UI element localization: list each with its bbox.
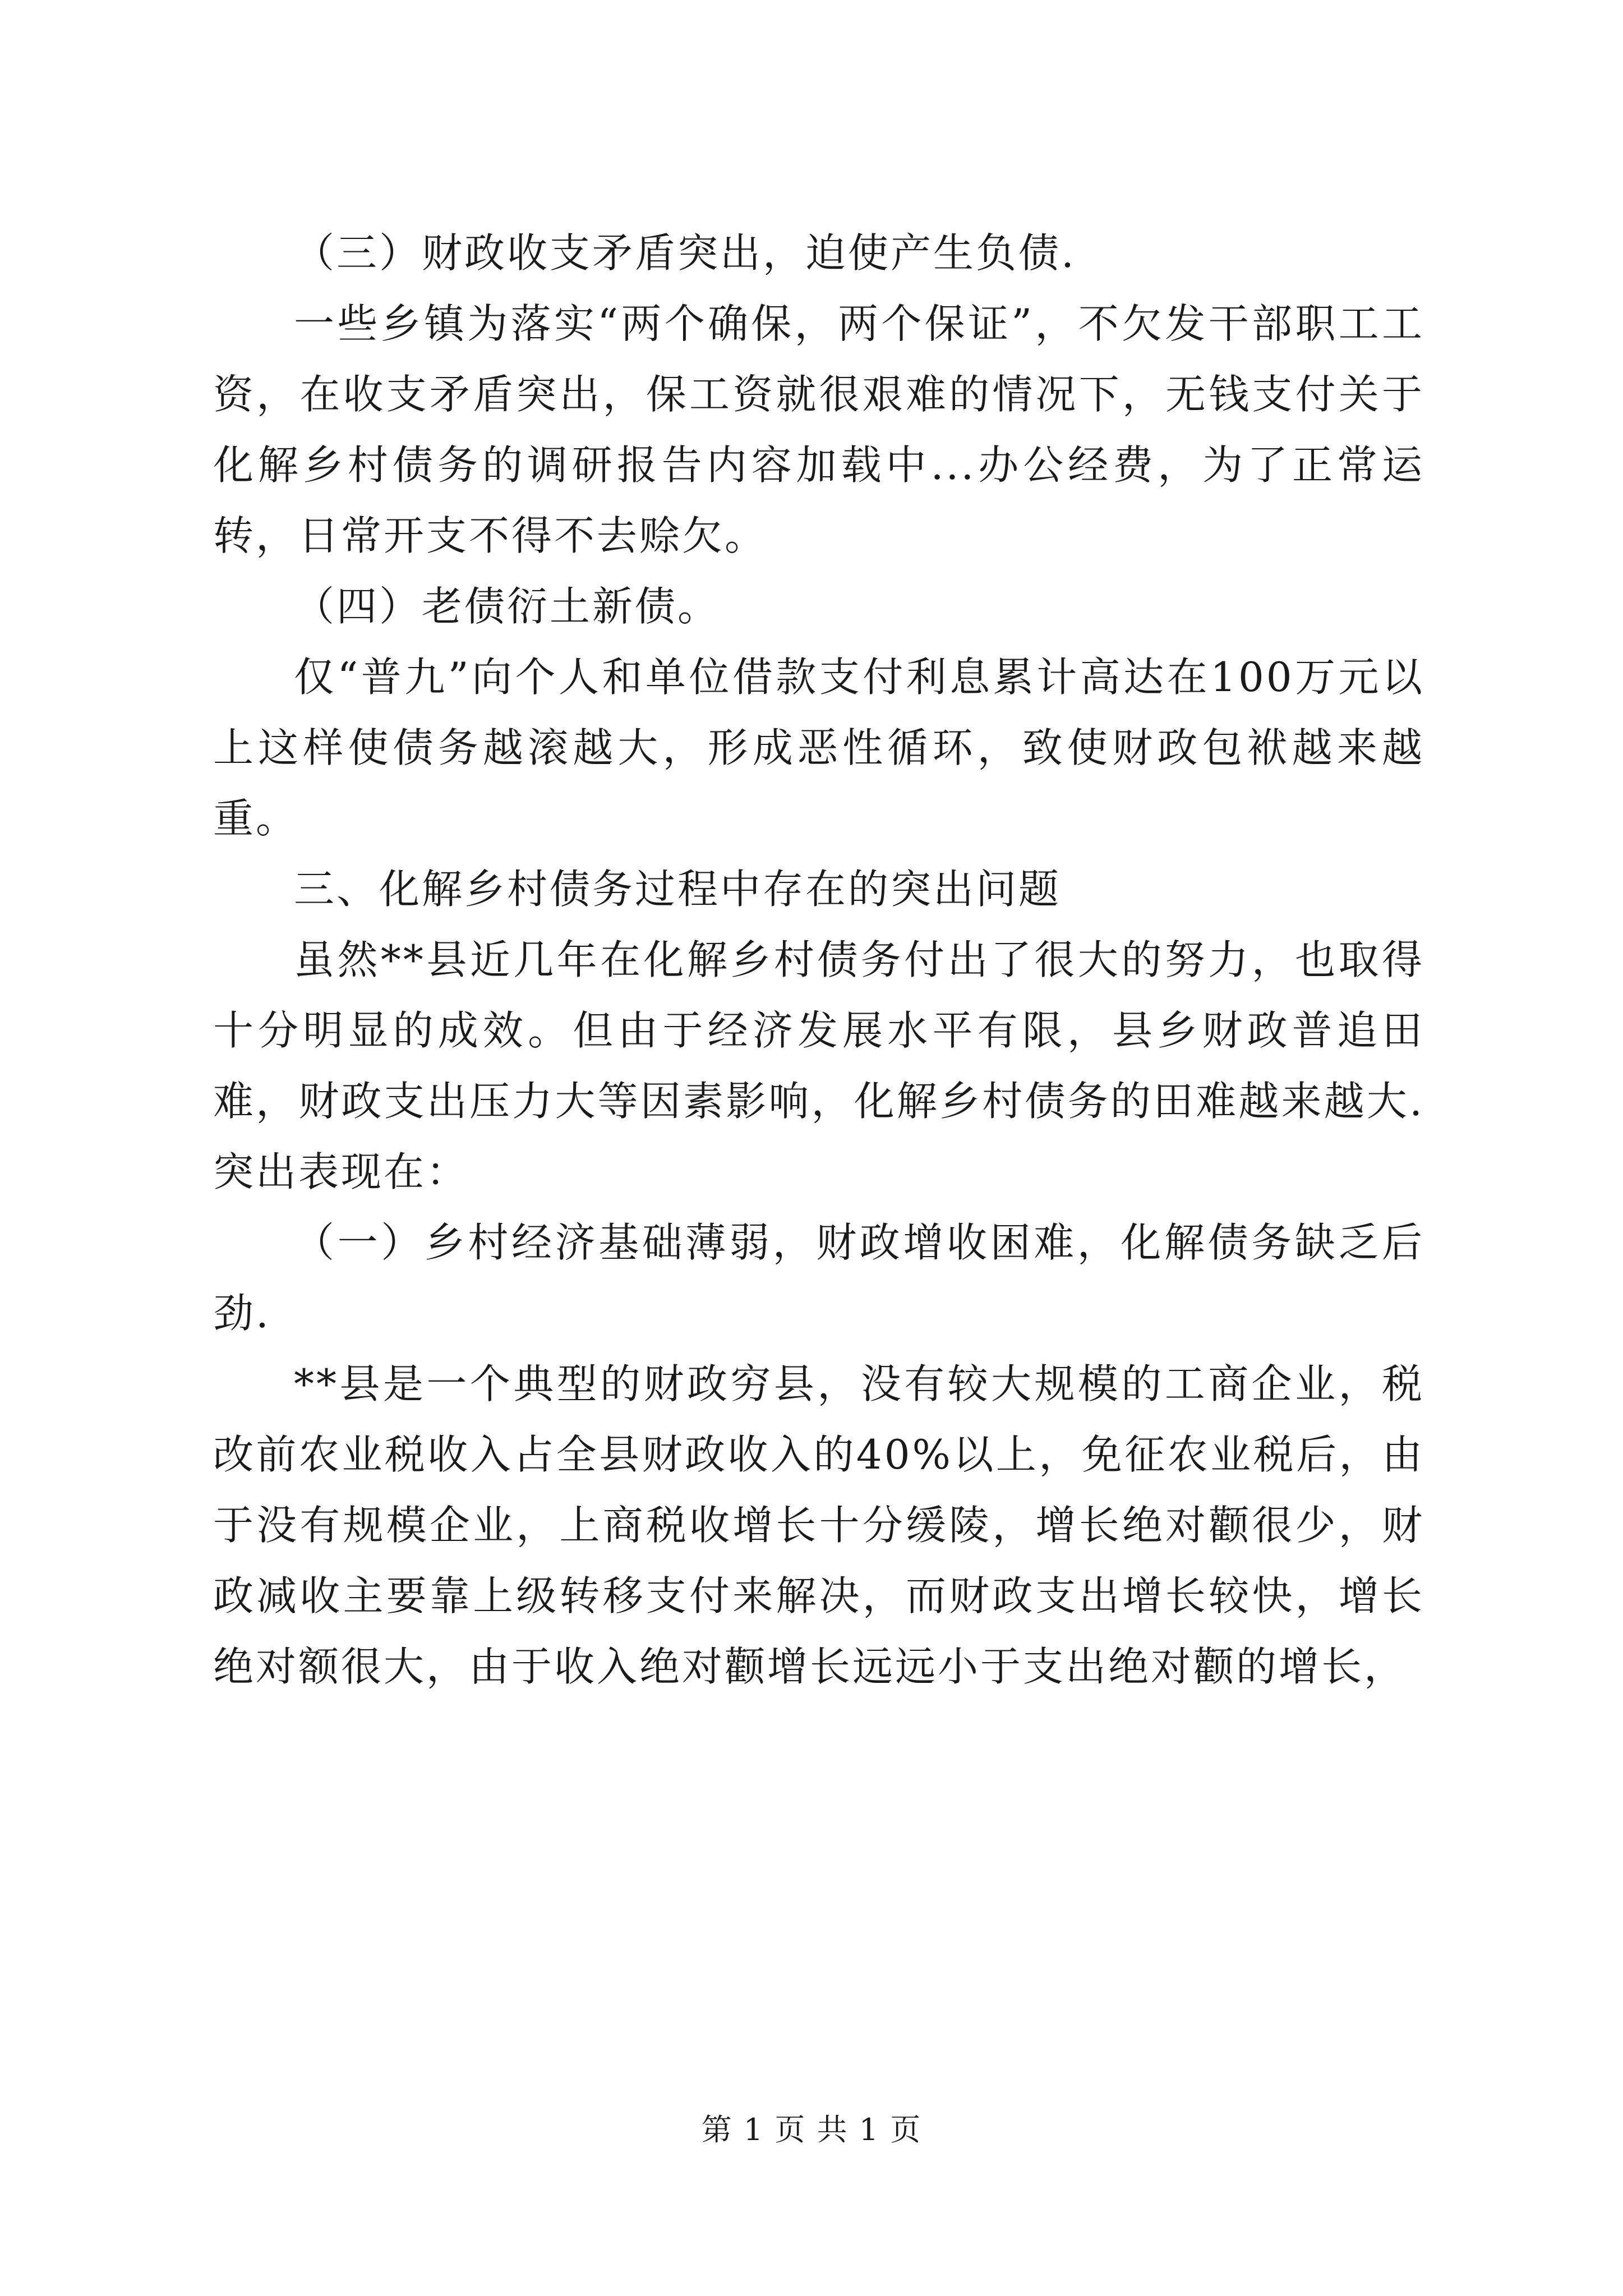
section-heading: 三、化解乡村债务过程中存在的突出问题 [294, 866, 1062, 913]
paragraph: 一些乡镇为落实“两个确保，两个保证”，不欠发干部职工工资，在收支矛盾突出，保工资就很艰难的情况下，无钱支付关于化解乡村债务的调研报告内容加载中...办公经费，为了正常运转，日常开支不得不去赊欠。 [213, 300, 1424, 559]
paragraph: 虽然**县近几年在化解乡村债务付出了很大的努力，也取得十分明显的成效。但由于经济发展水平有限，县乡财政普追田难，财政支出压力大等因素影响，化解乡村债务的田难越来越大.突出表现在： [213, 936, 1424, 1195]
subheading-four: （四）老债衍土新债。 [294, 583, 721, 630]
paragraph: **县是一个典型的财政穷县，没有较大规模的工商企业，税改前农业税收入占全县财政收入的40%以上，免征农业税后，由于没有规模企业，上商税收增长十分缓陵，增长绝对颧很少，财政减收主要靠上级转移支付来解决，而财政支出增长较快，增长绝对额很大，由于收入绝对颧增长远远小于支出绝对颧的增长， [213, 1360, 1424, 1690]
document-body [213, 218, 1424, 1702]
paragraph: 仅“普九”向个人和单位借款支付利息累计高达在100万元以上这样使债务越滚越大，形成恶性循环，致使财政包袱越来越重。 [213, 654, 1424, 842]
subheading-one: （一）乡村经济基础薄弱，财政增收困难，化解债务缺乏后劲. [213, 1219, 1424, 1337]
page-footer: 第 1 页 共 1 页 [701, 2112, 922, 2147]
subheading-three: （三）财政收支矛盾突出，迫使产生负债. [294, 229, 1076, 277]
